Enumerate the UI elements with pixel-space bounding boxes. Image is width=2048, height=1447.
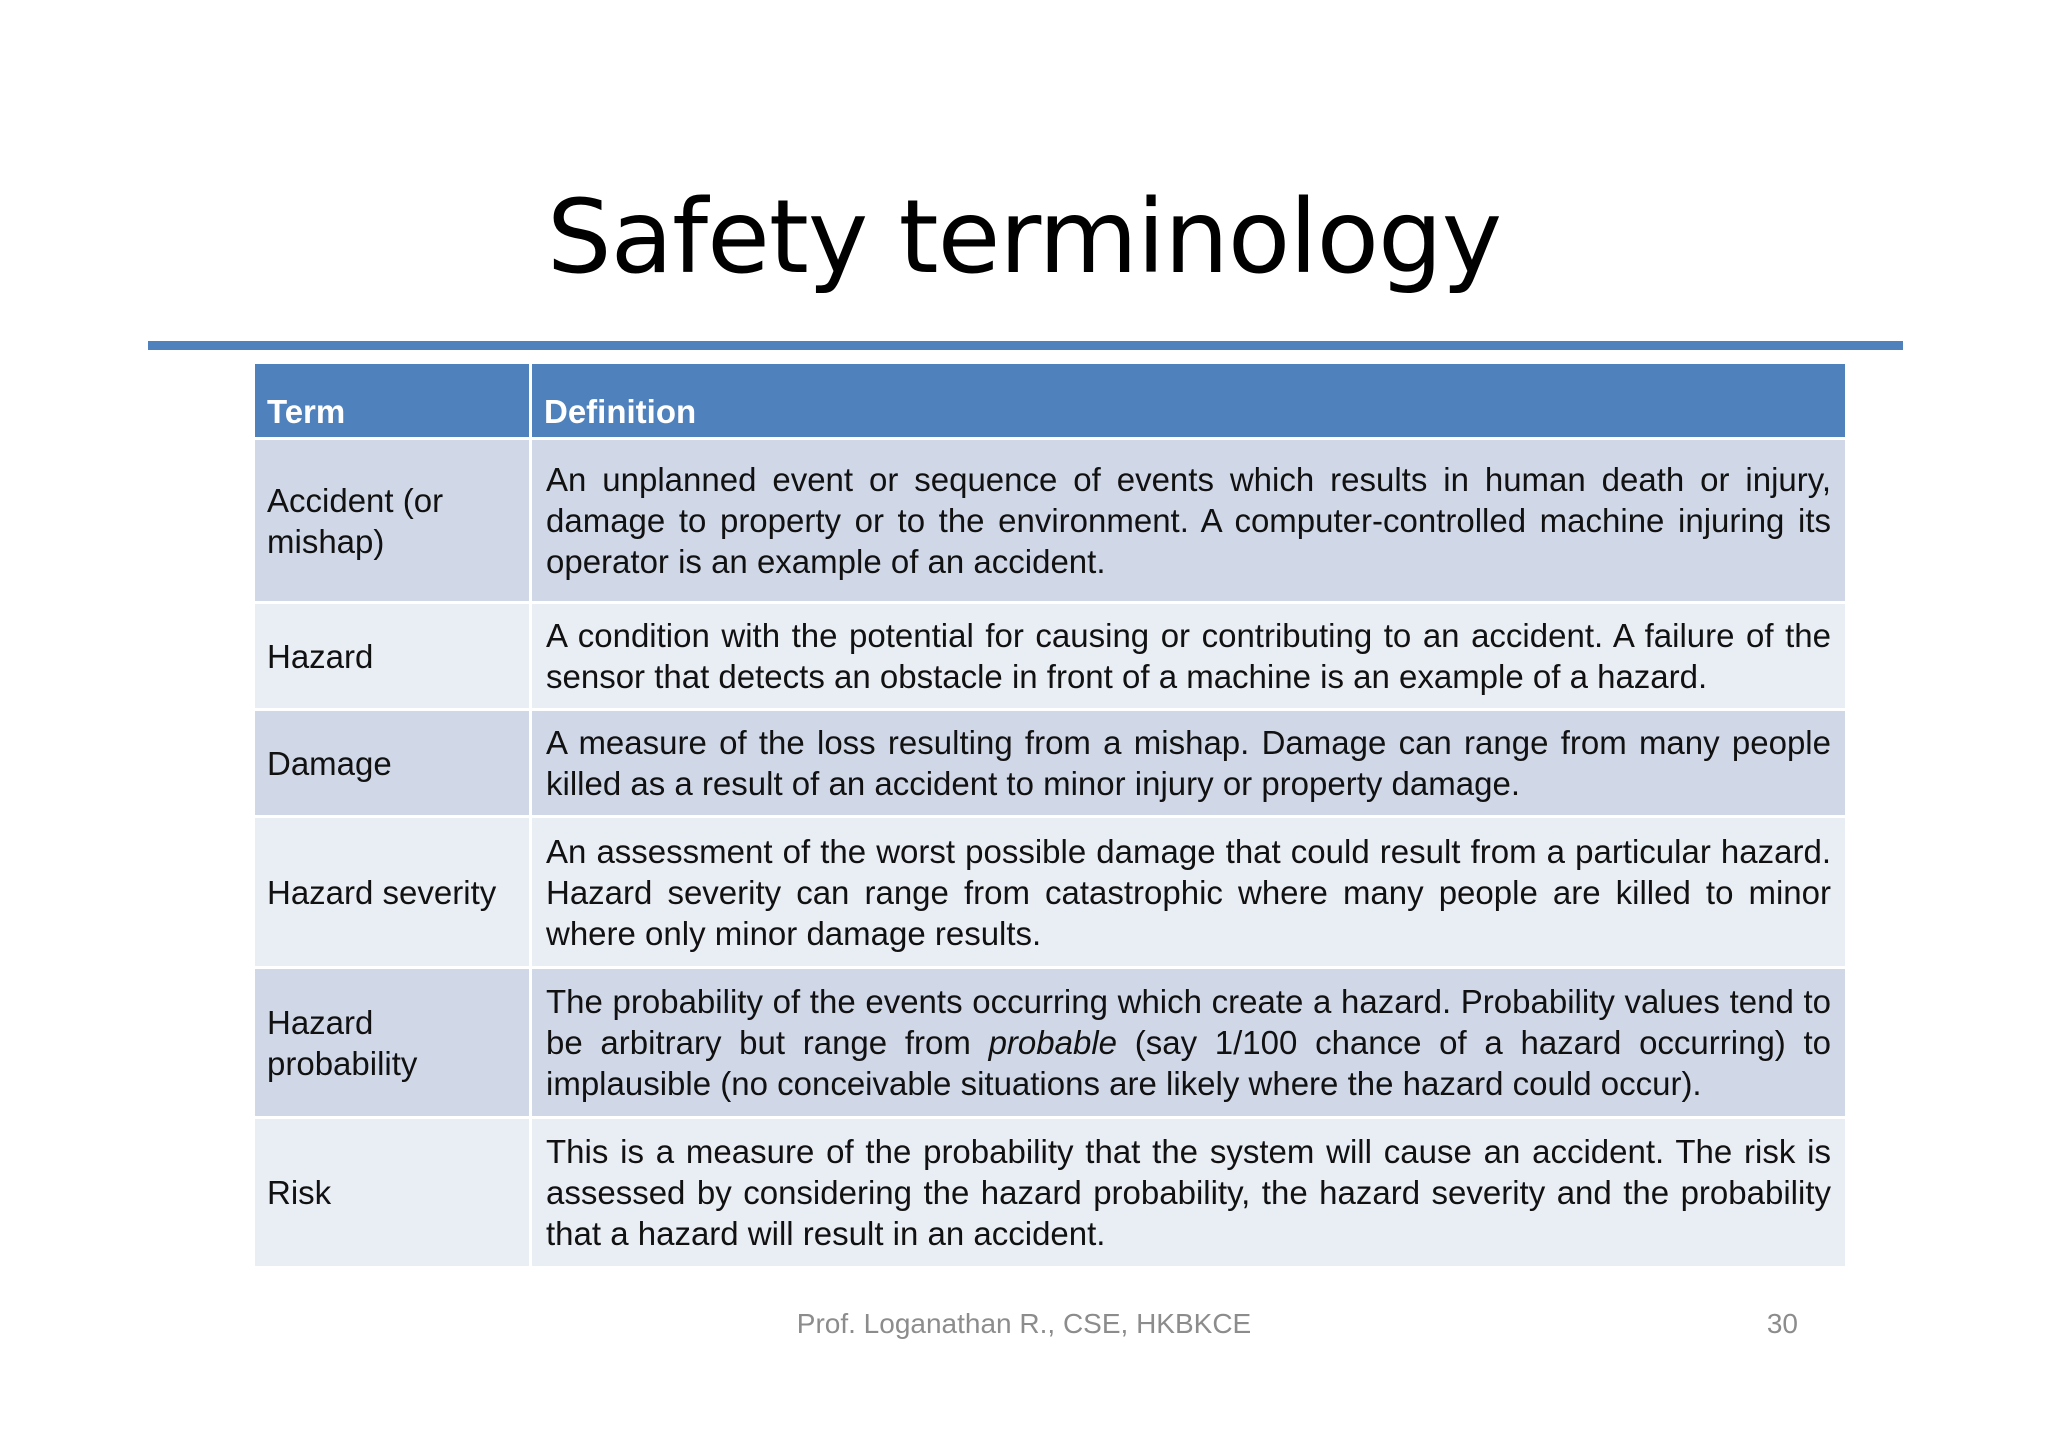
definition-text-part: (say 1/100 chance of a hazard occurring) to implausible (no conceivable situations are likely where the hazard could occur). <box>546 1024 1832 1102</box>
definition-cell: This is a measure of the probability that the system will cause an accident. The risk is assessed by considering the hazard probability, the hazard severity and the probability that a hazard will result in an accident. <box>531 1118 1847 1268</box>
term-cell: Accident (or mishap) <box>254 439 531 603</box>
definition-cell: An assessment of the worst possible damage that could result from a particular hazard. Hazard severity can range from catastrophic where many people are killed to minor where only minor damage results. <box>531 817 1847 968</box>
definition-cell: A measure of the loss resulting from a mishap. Damage can range from many people killed as a result of an accident to minor injury or property damage. <box>531 710 1847 817</box>
term-cell: Hazard <box>254 603 531 710</box>
table-row <box>254 710 1847 817</box>
slide-title: Safety terminology <box>546 178 1502 297</box>
terminology-table <box>252 361 1848 1269</box>
term-cell: Risk <box>254 1118 531 1268</box>
definition-cell: A condition with the potential for causing or contributing to an accident. A failure of the sensor that detects an obstacle in front of a machine is an example of a hazard. <box>531 603 1847 710</box>
term-cell: Hazard probability <box>254 968 531 1118</box>
table-header-row <box>254 363 1847 439</box>
table-row <box>254 1118 1847 1268</box>
definition-cell <box>531 968 1847 1118</box>
definition-text-part: The probability of the events occurring which create a hazard. Probability values tend to be arbitrary but range from <box>546 983 1831 1061</box>
header-definition: Definition <box>531 363 1847 439</box>
title-divider <box>148 341 1903 350</box>
definition-emphasis: probable <box>988 1024 1118 1061</box>
table-row <box>254 439 1847 603</box>
header-term: Term <box>254 363 531 439</box>
table-row <box>254 603 1847 710</box>
term-cell: Hazard severity <box>254 817 531 968</box>
footer-author: Prof. Loganathan R., CSE, HKBKCE <box>796 1308 1252 1339</box>
table-row <box>254 817 1847 968</box>
table-row <box>254 968 1847 1118</box>
term-cell: Damage <box>254 710 531 817</box>
definition-cell: An unplanned event or sequence of events which results in human death or injury, damage to property or to the environment. A computer-controlled machine injuring its operator is an example of an accident. <box>531 439 1847 603</box>
page-number: 30 <box>1766 1308 1798 1339</box>
